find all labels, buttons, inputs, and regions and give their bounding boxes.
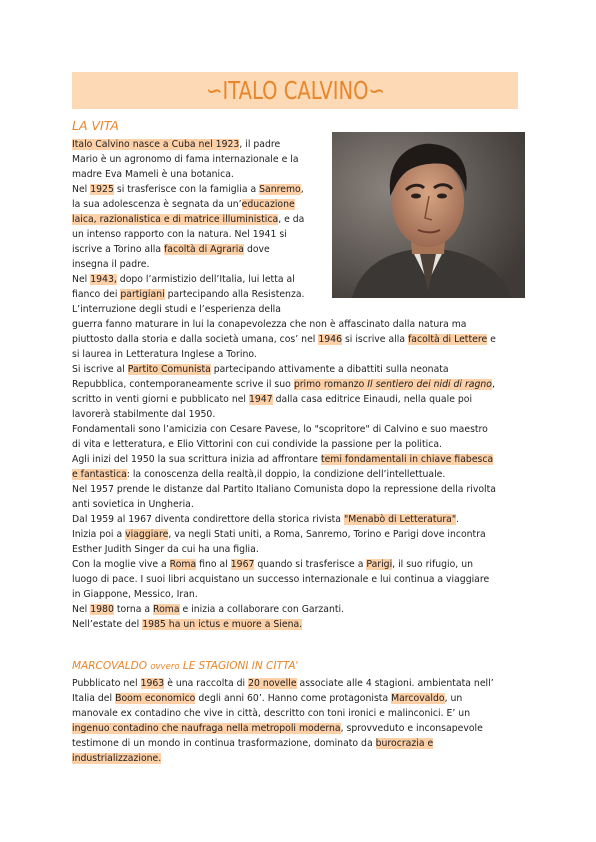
text-segment: madre Eva Mameli è una botanica. [72,169,234,180]
highlighted-text: 1967 [230,559,255,570]
text-line [72,691,494,706]
text-segment: Italia del [72,693,116,704]
text-segment: , [491,379,495,390]
highlighted-text: Roma [153,604,180,615]
highlighted-text: 1963 [140,678,165,689]
highlighted-text: industrializzazione. [72,753,162,764]
text-line [72,362,496,377]
text-segment: iscrive a Torino alla [72,244,165,255]
text-segment: L’interruzione degli studi e l’esperienza della [72,304,281,315]
text-segment: manovale ex contadino che vive in città, descritto con toni ironici e malinconici. E’ un [72,708,471,719]
text-line [72,706,494,721]
highlighted-text: 1943, [90,274,117,285]
text-line [72,317,496,332]
text-segment: e inizia a collaborare con Garzanti. [179,604,345,615]
title-banner [72,72,518,109]
highlighted-text: facoltà di Agraria [164,244,244,255]
text-segment: Nel [72,604,91,615]
highlighted-text: burocrazia e [375,738,434,749]
text-line [72,721,494,736]
text-line [72,497,496,512]
text-line [72,152,496,167]
text-segment: , il padre [239,139,281,150]
highlighted-text: Marcovaldo [391,693,445,704]
text-segment: , sprovveduto e inconsapevole [340,723,483,734]
highlighted-text: Italo Calvino nasce a Cuba nel 1923 [72,139,240,150]
text-segment: partecipando attivamente a dibattiti sulla neonata [210,364,449,375]
text-line [72,242,496,257]
page-title [206,76,385,105]
text-segment: dove [244,244,270,255]
text-line [72,392,496,407]
text-segment: , il suo rifugio, un [392,559,474,570]
section-title-la-vita: LA VITA [72,118,119,133]
text-segment: partecipando alla Resistenza. [164,289,305,300]
text-segment: anti sovietica in Ungheria. [72,499,194,510]
text-line [72,482,496,497]
text-line [72,736,494,751]
text-segment: Nel [72,184,91,195]
ornament-right-icon: ∽ [367,76,385,105]
text-segment: Dal 1959 al 1967 diventa condirettore della storica rivista [72,514,344,525]
text-segment: si laurea in Letteratura Inglese a Torino. [72,349,257,360]
text-segment: quando si trasferisce a [254,559,367,570]
section-title-part: ovvero [150,662,180,672]
section-title-marcovaldo [72,660,298,672]
text-segment: dalla casa editrice Einaudi, nella quale poi [272,394,473,405]
text-line [72,272,496,287]
text-segment: . [456,514,460,525]
text-segment: Esther Judith Singer da cui ha una figlia. [72,544,259,555]
text-segment: , [300,184,304,195]
text-line [72,557,496,572]
text-line [72,182,496,197]
highlighted-text: ingenuo contadino che naufraga nella metropoli moderna [72,723,341,734]
text-segment: è una raccolta di [164,678,249,689]
highlighted-text: 1947 [248,394,273,405]
text-segment: testimone di un mondo in continua trasformazione, dominato da [72,738,376,749]
text-line [72,512,496,527]
highlighted-text: Roma [169,559,197,570]
marcovaldo-text [72,676,494,766]
text-segment: , e da [278,214,305,225]
text-line [72,422,496,437]
text-segment: Pubblicato nel [72,678,141,689]
text-line [72,377,496,392]
title-text: ITALO CALVINO [222,76,368,105]
text-segment: fino al [196,559,231,570]
text-segment: di vita e letteratura, e Elio Vittorini con cui condivide la passione per la politica. [72,439,442,450]
text-line [72,347,496,362]
text-segment: Inizia poi a [72,529,126,540]
text-line [72,227,496,242]
text-line [72,197,496,212]
highlighted-text: "Menabò di Letteratura" [343,514,457,525]
text-segment: , un [444,693,463,704]
text-segment: Nell’estate del [72,619,143,630]
text-line [72,257,496,272]
text-segment: Nel [72,274,91,285]
text-segment: insegna il padre. [72,259,150,270]
highlighted-text: facoltà di Lettere [407,334,488,345]
text-segment: , va negli Stati uniti, a Roma, Sanremo, Torino e Parigi dove incontra [168,529,486,540]
highlighted-text: 1946 [318,334,342,345]
text-line [72,602,496,617]
highlighted-text: Parigi [366,559,393,570]
text-segment: Agli inizi del 1950 la sua scrittura inizia ad affrontare [72,454,321,465]
text-segment: Mario è un agronomo di fama internazionale e la [72,154,299,165]
text-line [72,407,496,422]
section-title-part: MARCOVALDO [72,660,151,672]
text-segment: Con la moglie vive a [72,559,170,570]
highlighted-text: educazione [241,199,295,210]
highlighted-text: primo romanzo [293,379,368,390]
text-segment: Fondamentali sono l’amicizia con Cesare Pavese, lo "scopritore" di Calvino e suo maestro [72,424,488,435]
text-line [72,287,496,302]
text-segment: luogo di pace. I suoi libri acquistano un successo internazionale e lui continua a viaggiare [72,574,490,585]
text-segment: torna a [113,604,154,615]
highlighted-text: 20 novelle [248,678,297,689]
text-segment: : la conoscenza della realtà,il doppio, la condizione dell’intellettuale. [126,469,446,480]
text-segment: si iscrive alla [342,334,408,345]
highlighted-text: 1925 [90,184,114,195]
text-segment: Nel 1957 prende le distanze dal Partito Italiano Comunista dopo la repressione della rivolta [72,484,496,495]
text-line [72,467,496,482]
text-segment: piuttosto dalla storia e dalla società umana, cos’ nel [72,334,319,345]
vita-text [72,137,496,632]
highlighted-text: Partito Comunista [127,364,211,375]
text-line [72,302,496,317]
section-title-part: LE STAGIONI IN CITTA' [179,660,299,672]
text-line [72,167,496,182]
text-segment: fianco dei [72,289,121,300]
text-line [72,572,496,587]
text-segment: in Giappone, Messico, Iran. [72,589,198,600]
highlighted-text: Il sentiero dei nidi di ragno [367,379,492,390]
text-segment: e [487,334,496,345]
text-line [72,676,494,691]
text-line [72,617,496,632]
highlighted-text: 1985 ha un ictus e muore a Siena. [142,619,303,630]
text-segment: la sua adolescenza è segnata da un’ [72,199,242,210]
highlighted-text: Sanremo [259,184,301,195]
text-segment: Si iscrive al [72,364,128,375]
text-segment: si trasferisce con la famiglia a [113,184,260,195]
highlighted-text: 1980 [90,604,114,615]
highlighted-text: partigiani [120,289,165,300]
text-line [72,332,496,347]
text-segment: guerra fanno maturare in lui la conapevolezza che non è affascinato dalla natura ma [72,319,467,330]
text-line [72,212,496,227]
highlighted-text: laica, razionalistica e di matrice illuministica [72,214,279,225]
text-line [72,437,496,452]
ornament-left-icon: ∽ [205,76,223,105]
text-segment: degli anni 60’. Hanno come protagonista [195,693,392,704]
text-line [72,452,496,467]
highlighted-text: temi fondamentali in chiave fiabesca [320,454,494,465]
highlighted-text: viaggiare [125,529,169,540]
text-segment: lavorerà stabilmente dal 1950. [72,409,216,420]
text-segment: Repubblica, contemporaneamente scrive il suo [72,379,294,390]
text-line [72,527,496,542]
text-line [72,137,496,152]
text-segment: scritto in venti giorni e pubblicato nel [72,394,249,405]
text-line [72,542,496,557]
text-segment: dopo l’armistizio dell’Italia, lui letta al [116,274,295,285]
text-segment: associate alle 4 stagioni. ambientata nell’ [296,678,494,689]
highlighted-text: e fantastica [72,469,127,480]
highlighted-text: Boom economico [115,693,196,704]
text-line [72,587,496,602]
text-line [72,751,494,766]
text-segment: un intenso rapporto con la natura. Nel 1941 si [72,229,287,240]
